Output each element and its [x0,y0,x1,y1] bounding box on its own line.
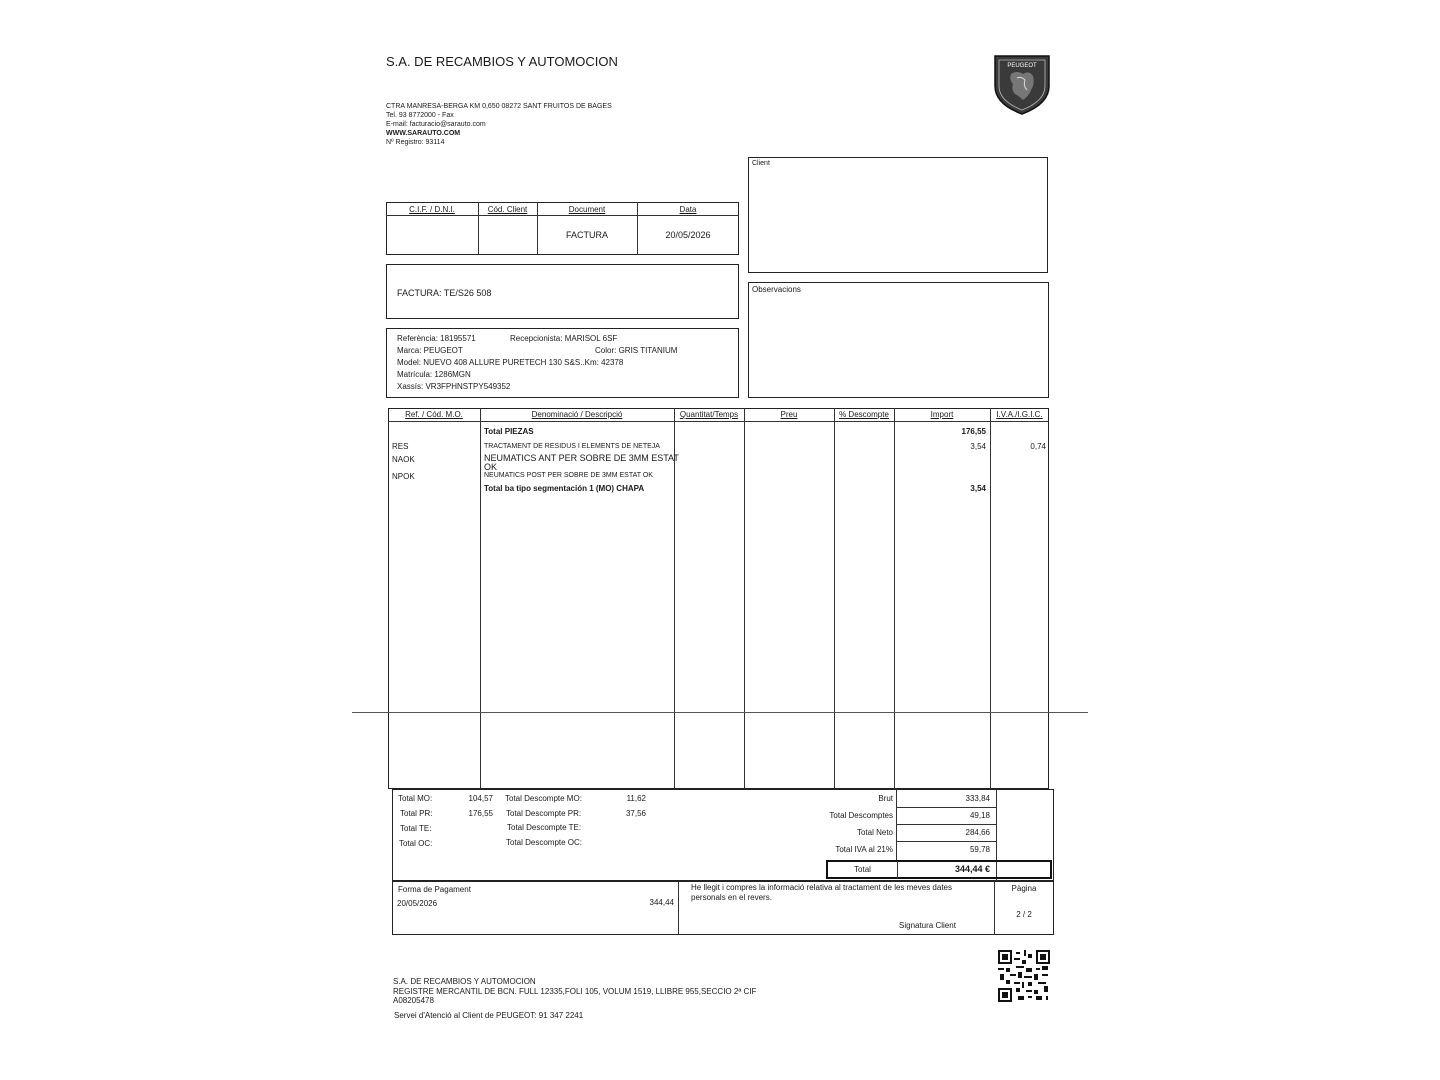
table-row-desc: NEUMATICS POST PER SOBRE DE 3MM ESTAT OK [484,472,653,479]
payment-method-label: Forma de Pagament [398,885,471,894]
total-pr-label: Total PR: [400,809,433,818]
table-row-ref: NPOK [392,472,415,481]
brut-value: 333,84 [965,794,990,803]
observations-label: Observacions [752,285,801,294]
observations-box [748,282,1049,398]
col-quantity: Quantitat/Temps [679,410,739,419]
vehicle-brand: Marca: PEUGEOT [397,346,463,355]
col-price: Preu [780,410,798,419]
peugeot-logo [993,52,1051,116]
table-row-import: 3,54 [970,484,986,493]
vehicle-receptionist: Recepcionista: MARISOL 6SF [510,334,618,343]
total-mo-label: Total MO: [398,794,433,803]
total-te-label: Total TE: [400,824,432,833]
client-box [748,157,1048,273]
footer-cif: A08205478 [393,996,434,1005]
total-discount-pr-value: 37,56 [625,809,646,818]
page-label: Pàgina [1011,884,1037,893]
table-row-desc: NEUMATICS ANT PER SOBRE DE 3MM ESTAT [484,453,679,463]
company-web: WWW.SARAUTO.COM [386,130,461,137]
table-row-desc-cont: OK [484,462,498,472]
col-discount: % Descompte [839,410,889,419]
vehicle-plate: Matrícula: 1286MGN [397,370,471,379]
table-row-vat: 0,74 [1030,442,1046,451]
vehicle-model: Model: NUEVO 408 ALLURE PURETECH 130 S&S..Km: 42378 [397,358,624,367]
total-vat-label: Total IVA al 21% [835,845,893,854]
total-discount-mo-value: 11,62 [626,794,646,803]
grand-total-value: 344,44 € [954,864,990,874]
vehicle-reference: Referència: 18195571 [397,334,476,343]
table-row-desc: Total PIEZAS [484,427,534,436]
footer-customer-service: Servei d'Atenció al Client de PEUGEOT: 91 347 2241 [394,1011,584,1020]
col-vat: I.V.A./I.G.I.C. [996,410,1043,419]
table-row-desc: Total ba tipo segmentación 1 (MO) CHAPA [484,484,645,493]
document-type-value: FACTURA [565,230,608,240]
company-registry: Nº Registro: 93114 [386,139,445,146]
invoice-number: FACTURA: TE/S26 508 [397,288,492,298]
table-row-desc: TRACTAMENT DE RESIDUS I ELEMENTS DE NETEJA [484,443,660,450]
vehicle-chassis: Xassís: VR3FPHNSTPY549352 [397,382,511,391]
header-document: Document [568,205,606,214]
privacy-notice: He llegit i compres la informació relativa al tractament de les meves dates [691,883,952,892]
total-pr-value: 176,55 [468,809,493,818]
page-number: 2 / 2 [1016,910,1032,919]
total-discount-pr-label: Total Descompte PR: [506,809,582,818]
total-net-label: Total Neto [856,828,893,837]
company-address: CTRA MANRESA-BERGA KM 0,650 08272 SANT FRUITOS DE BAGES [386,103,612,110]
payment-date: 20/05/2026 [397,899,438,908]
footer-registry: REGISTRE MERCANTIL DE BCN. FULL 12335,FOLI 105, VOLUM 1519, LLIBRE 955,SECCIO 2ª CIF [393,987,757,996]
scan-fold-line [352,712,1088,713]
client-label: Client [752,160,770,167]
header-cif: C.I.F. / D.N.I. [409,205,455,214]
total-discount-mo-label: Total Descompte MO: [505,794,582,803]
payment-amount: 344,44 [649,898,674,907]
col-amount: Import [930,410,954,419]
total-discount-oc-label: Total Descompte OC: [506,838,583,847]
client-signature-label: Signatura Client [899,921,956,930]
table-row-import: 3,54 [970,442,986,451]
header-data: Data [679,205,697,214]
col-ref: Ref. / Cód. M.O. [405,410,463,419]
document-date-value: 20/05/2026 [665,230,711,240]
company-phone: Tel. 93 8772000 - Fax [386,112,454,119]
privacy-notice-cont: personals en el revers. [691,893,772,902]
company-email: E-mail: facturacio@sarauto.com [386,121,486,128]
footer-company: S.A. DE RECAMBIOS Y AUTOMOCION [393,977,536,986]
company-name: S.A. DE RECAMBIOS Y AUTOMOCION [386,54,618,69]
total-discount-te-label: Total Descompte TE: [507,823,582,832]
brut-label: Brut [878,794,893,803]
total-oc-label: Total OC: [399,839,433,848]
table-row-ref: NAOK [392,455,415,464]
qr-code [998,950,1050,1002]
vehicle-color: Color: GRIS TITANIUM [595,346,678,355]
header-cod-client: Cód. Client [487,205,528,214]
logo-text: PEUGEOT [1007,63,1037,69]
table-row-import: 176,55 [961,427,986,436]
grand-total-label: Total [854,865,871,874]
total-mo-value: 104,57 [468,794,493,803]
table-row-ref: RES [392,442,409,451]
total-discounts-label: Total Descomptes [829,811,893,820]
total-vat-value: 59,78 [969,845,990,854]
total-net-value: 284,66 [965,828,990,837]
col-description: Denominació / Descripció [531,410,623,419]
total-discounts-value: 49,18 [969,811,990,820]
